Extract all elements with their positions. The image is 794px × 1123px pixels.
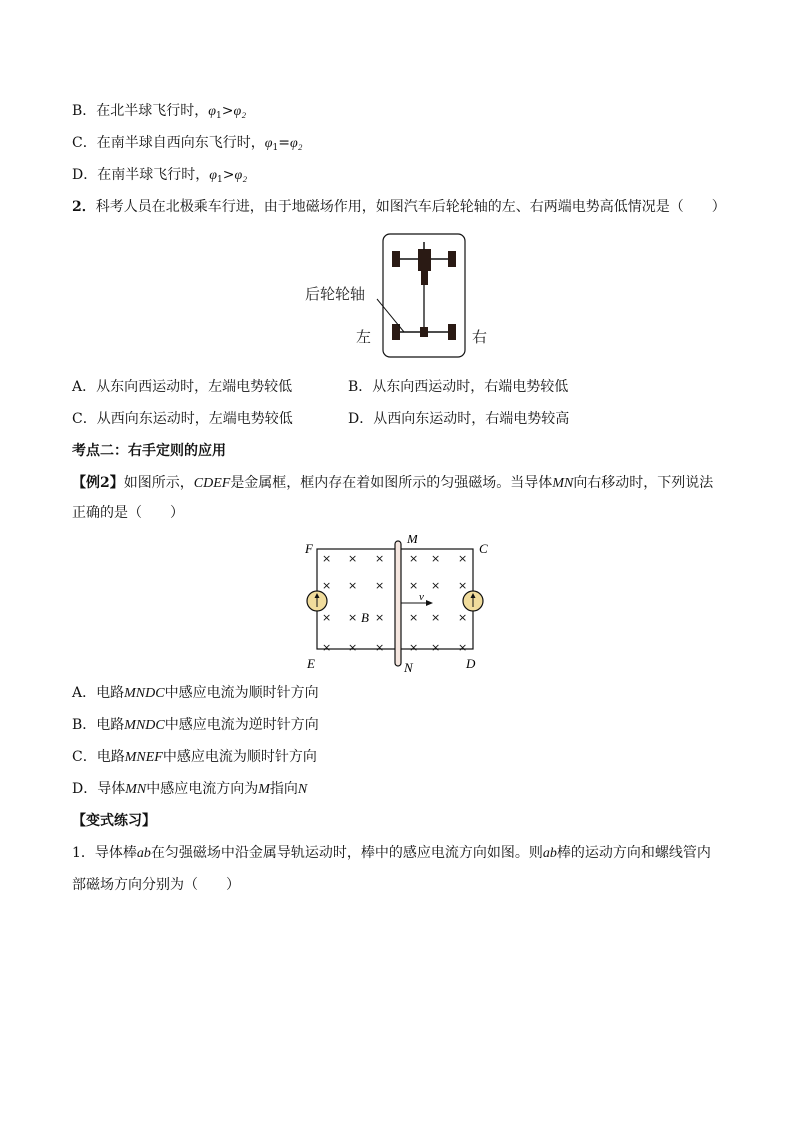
field-cross: × <box>431 579 441 592</box>
q1-option-c: C．在南半球自西向东飞行时，$\varphi_1=\varphi_2$ <box>72 135 303 153</box>
field-cross: × <box>431 611 441 624</box>
front-right-wheel <box>448 251 456 267</box>
front-left-wheel <box>392 251 400 267</box>
field-cross: × <box>375 641 385 654</box>
example2-option-d: D．导体MN中感应电流方向为M指向N <box>72 781 308 797</box>
field-cross: × <box>458 641 468 654</box>
field-cross: × <box>375 552 385 565</box>
label-F: F <box>305 541 313 556</box>
velocity-arrowhead <box>426 600 433 606</box>
practice-title: 【变式练习】 <box>72 813 156 829</box>
label-D: D <box>466 656 476 671</box>
q1-option-b: B．在北半球飞行时，$\varphi_1>\varphi_2$ <box>72 103 247 121</box>
q1-option-d: D．在南半球飞行时，$\varphi_1>\varphi_2$ <box>72 167 248 185</box>
example2-option-a: A．电路MNDC中感应电流为顺时针方向 <box>72 685 319 701</box>
field-cross: × <box>375 611 385 624</box>
q2-stem: 2．科考人员在北极乘车行进，由于地磁场作用，如图汽车后轮轮轴的左、右两端电势高低情况是（ ） <box>72 199 726 215</box>
field-cross: × <box>409 641 419 654</box>
label-E: E <box>307 656 315 671</box>
metal-frame-figure <box>300 535 500 677</box>
section-title: 考点二：右手定则的应用 <box>72 443 226 459</box>
field-cross: × <box>348 611 358 624</box>
label-B: B <box>361 610 369 625</box>
field-cross: × <box>458 552 468 565</box>
q2-option-a: A．从东向西运动时，左端电势较低 <box>72 379 293 395</box>
example2-stem-line1: 【例2】如图所示，CDEF是金属框，框内存在着如图所示的匀强磁场。当导体MN向右移动时，下列说法 <box>72 475 714 491</box>
field-cross: × <box>322 552 332 565</box>
field-cross: × <box>322 579 332 592</box>
field-cross: × <box>458 611 468 624</box>
field-cross: × <box>348 579 358 592</box>
field-cross: × <box>431 641 441 654</box>
conductor-rod-MN <box>395 541 401 666</box>
field-cross: × <box>409 579 419 592</box>
field-cross: × <box>431 552 441 565</box>
q2-option-c: C．从西向东运动时，左端电势较低 <box>72 411 293 427</box>
example2-stem-line2: 正确的是（ ） <box>72 505 184 521</box>
label-M: M <box>407 535 418 546</box>
example2-option-b: B．电路MNDC中感应电流为逆时针方向 <box>72 717 319 733</box>
practice-q1-line2: 部磁场方向分别为（ ） <box>72 877 240 893</box>
differential <box>420 327 428 337</box>
field-cross: × <box>458 579 468 592</box>
field-cross: × <box>375 579 385 592</box>
practice-q1-line1: 1．导体棒ab在匀强磁场中沿金属导轨运动时，棒中的感应电流方向如图。则ab棒的运动方向和螺线管内 <box>72 845 711 861</box>
rear-right-wheel <box>448 324 456 340</box>
axle-leader-line <box>377 299 404 332</box>
field-cross: × <box>409 552 419 565</box>
field-cross: × <box>409 611 419 624</box>
field-cross: × <box>322 641 332 654</box>
engine-block <box>418 249 431 271</box>
label-v: v <box>419 591 424 603</box>
field-cross: × <box>348 552 358 565</box>
label-N: N <box>404 660 413 675</box>
label-C: C <box>479 541 488 556</box>
gearbox <box>421 271 428 285</box>
car-axle-figure <box>300 232 500 360</box>
field-cross: × <box>322 611 332 624</box>
example2-option-c: C．电路MNEF中感应电流为顺时针方向 <box>72 749 317 765</box>
q2-option-b: B．从东向西运动时，右端电势较低 <box>348 379 569 395</box>
q2-option-d: D．从西向东运动时，右端电势较高 <box>348 411 570 427</box>
right-label: 右 <box>472 328 488 346</box>
field-cross: × <box>348 641 358 654</box>
axle-label: 后轮轮轴 <box>305 285 366 303</box>
left-label: 左 <box>356 328 372 346</box>
